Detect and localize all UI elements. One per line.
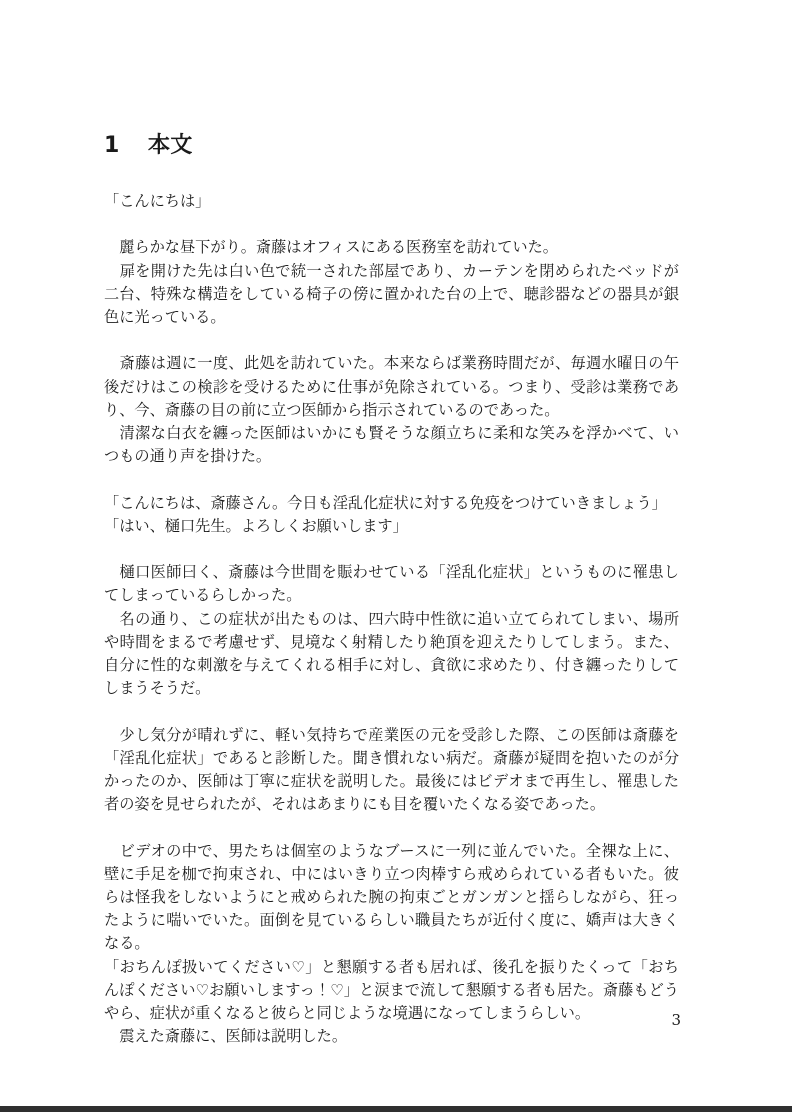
section-heading (104, 131, 193, 161)
paragraph-group (104, 840, 679, 1049)
paragraph-group (104, 492, 679, 538)
paragraph: 「はい、樋口先生。よろしくお願いします」 (104, 516, 408, 535)
paragraph-group (104, 561, 679, 700)
paragraph: ビデオの中で、男たちは個室のようなブースに一列に並んでいた。全裸な上に、壁に手足を枷で拘束され、中にはいきり立つ肉棒すら戒められている者もいた。彼らは怪我をしないようにと戒められた腕の拘束ごとガンガンと揺らしながら、狂ったように喘いでいた。面倒を見ているらしい職員たちが近付く度に、嬌声は大きくなる。 (104, 841, 680, 953)
paragraph: 斎藤は週に一度、此処を訪れていた。本来ならば業務時間だが、毎週水曜日の午後だけはこの検診を受けるために仕事が免除されている。つまり、受診は業務であり、今、斎藤の目の前に立つ医師から指示されているのであった。 (104, 354, 679, 419)
paragraph: 「おちんぽ扱いてください♡」と懇願する者も居れば、後孔を振りたくって「おちんぽください♡お願いしますっ！♡」と涙まで流して懇願する者も居た。斎藤もどうやら、症状が重くなると彼らと同じような境遇になってしまうらしい。 (104, 957, 679, 1023)
paragraph: 麗らかな昼下がり。斎藤はオフィスにある医務室を訪れていた。 (104, 238, 558, 257)
paragraph-group (104, 352, 679, 468)
page-number: 3 (671, 1011, 681, 1029)
paragraph-group (104, 236, 679, 329)
section-title: 本文 (147, 133, 193, 158)
body-text (104, 190, 679, 1048)
paragraph: 名の通り、この症状が出たものは、四六時中性欲に追い立てられてしまい、場所や時間をまるで考慮せず、見境なく射精したり絶頂を迎えたりしてしまう。また、自分に性的な刺激を与えてくれる相手に対し、貪欲に求めたり、付き纏ったりしてしまうそうだ。 (104, 609, 680, 698)
paragraph: 少し気分が晴れずに、軽い気持ちで産業医の元を受診した際、この医師は斎藤を「淫乱化症状」であると診断した。聞き慣れない病だ。斎藤が疑問を抱いたのが分かったのか、医師は丁寧に症状を説明した。最後にはビデオまで再生し、罹患した者の姿を見せられたが、それはあまりにも目を覆いたくなる姿であった。 (104, 725, 680, 814)
paragraph-group (104, 190, 679, 213)
paragraph: 清潔な白衣を纏った医師はいかにも賢そうな顔立ちに柔和な笑みを浮かべて、いつもの通り声を掛けた。 (104, 424, 679, 466)
paragraph: 「こんにちは」 (104, 192, 211, 210)
bottom-bar (0, 1106, 792, 1112)
paragraph: 「こんにちは、斎藤さん。今日も淫乱化症状に対する免疫をつけていきましょう」 (104, 493, 667, 512)
paragraph: 樋口医師曰く、斎藤は今世間を賑わせている「淫乱化症状」というものに罹患してしまっているらしかった。 (104, 563, 679, 605)
paragraph: 震えた斎藤に、医師は説明した。 (104, 1027, 347, 1046)
paragraph: 扉を開けた先は白い色で統一された部屋であり、カーテンを閉められたベッドが二台、特殊な構造をしている椅子の傍に置かれた台の上で、聴診器などの器具が銀色に光っている。 (104, 261, 679, 326)
section-number: 1 (104, 133, 120, 158)
paragraph-group (104, 724, 679, 817)
